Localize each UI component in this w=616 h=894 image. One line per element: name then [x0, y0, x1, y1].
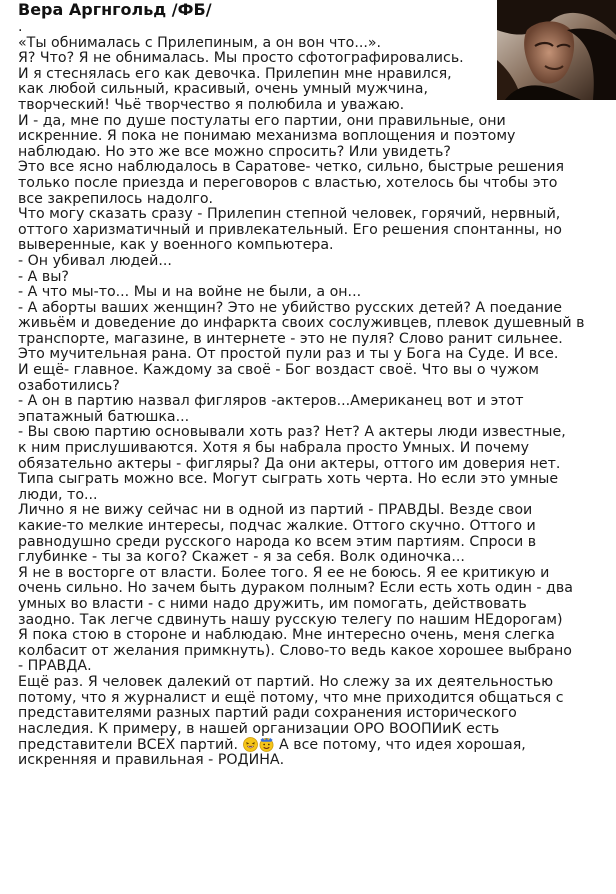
post-line: наследия. К примеру, в нашей организации ОРО ВООПИиК есть [18, 720, 500, 737]
post-line: эпатажный батюшка... [18, 408, 190, 425]
post-line: - ПРАВДА. [18, 658, 92, 675]
post-line: - А аборты ваших женщин? Это не убийство русских детей? А поедание [18, 299, 562, 316]
post-line: творческий! Чьё творчество я полюбила и уважаю. [18, 96, 405, 113]
post-line: как любой сильный, красивый, очень умный мужчина, [18, 81, 428, 98]
post-line: - А он в партию назвал фигляров -актеров...Американец вот и этот [18, 393, 524, 410]
post-line: транспорте, магазине, в интернете - это не пуля? Слово ранит сильнее. [18, 330, 563, 347]
post-line: какие-то мелкие интересы, подчас жалкие. Оттого скучно. Оттого и [18, 518, 536, 534]
post-line: «Ты обнималась с Прилепиным, а он вон что...». [18, 34, 382, 51]
post-line: Типа сыграть можно все. Могут сыграть хоть черта. Но если это умные [18, 471, 559, 488]
post-line: - Он убивал людей... [18, 252, 172, 269]
post-line: И я стеснялась его как девочка. Прилепин мне нравился, [18, 65, 452, 82]
post-line: люди, то... [18, 486, 98, 503]
post-body [18, 20, 614, 769]
sweating-smile-face-icon [259, 737, 274, 752]
post-line: . [18, 19, 23, 35]
post-line: - А вы? [18, 268, 69, 285]
post-line: колбасит от желания примкнуть). Слово-то ведь какое хорошее выбрано [18, 642, 572, 659]
post-line: представителями разных партий ради сохранения исторического [18, 705, 517, 722]
post-line: глубинке - ты за кого? Скажет - я за себя. Волк одиночка... [18, 549, 465, 566]
post-line: - А что мы-то... Мы и на войне не были, а он... [18, 284, 362, 301]
post-line: Я? Что? Я не обнималась. Мы просто сфотографировались. [18, 50, 464, 67]
post-line: оттого харизматичный и привлекательный. Его решения спонтанны, но [18, 221, 562, 238]
post-line: живьём и доведение до инфаркта своих сослуживцев, плевок душевный в [18, 315, 585, 332]
post-line: Я не в восторге от власти. Более того. Я ее не боюсь. Я ее критикую и [18, 564, 550, 581]
post-line: Я пока стою в стороне и наблюдаю. Мне интересно очень, меня слегка [18, 627, 555, 644]
post-line: только после приезда и переговоров с властью, хотелось бы чтобы это [18, 174, 558, 191]
post-line: - Вы свою партию основывали хоть раз? Нет? А актеры люди известные, [18, 424, 566, 441]
post-line: искренние. Я пока не понимаю механизма воплощения и поэтому [18, 128, 516, 145]
post-line: заодно. Так легче сдвинуть нашу русскую телегу по нашим НЕдорогам) [18, 611, 563, 628]
post-line: равнодушно среди русского народа ко всем этим партиям. Спроси в [18, 533, 537, 550]
post-line: И ещё- главное. Каждому за своё - Бог воздаст своё. Что вы о чужом [18, 362, 539, 379]
post-line: Это все ясно наблюдалось в Саратове- четко, сильно, быстрые решения [18, 159, 565, 176]
post-line: Лично я не вижу сейчас ни в одной из партий - ПРАВДЫ. Везде свои [18, 502, 533, 519]
post-line-with-emoji [18, 737, 614, 753]
post-line: умных во власти - с ними надо дружить, им помогать, действовать [18, 595, 527, 612]
post-line: выверенные, как у военного компьютера. [18, 237, 334, 254]
post-line: очень сильно. Но зачем быть дураком полным? Если есть хоть один - два [18, 580, 573, 597]
post-line: Ещё раз. Я человек далекий от партий. Но слежу за их деятельностью [18, 673, 554, 690]
post-line: озаботились? [18, 377, 120, 394]
post-author-title: Вера Аргнгольд /ФБ/ [18, 0, 212, 19]
post-line: потому, что я журналист и ещё потому, что мне приходится общаться с [18, 689, 564, 706]
post-line-last: искренняя и правильная - РОДИНА. [18, 751, 285, 768]
emoji-line-before: представители ВСЕХ партий. [18, 737, 243, 754]
post-line: Это мучительная рана. От простой пули раз и ты у Бога на Суде. И все. [18, 346, 559, 363]
post-line: обязательно актеры - фигляры? Да они актеры, оттого им доверия нет. [18, 455, 561, 472]
emoji-line-after: А все потому, что идея хорошая, [274, 737, 526, 754]
post-line: Что могу сказать сразу - Прилепин степной человек, горячий, нервный, [18, 206, 561, 223]
post-line: к ним прислушиваются. Хотя я бы набрала просто Умных. И почему [18, 440, 530, 457]
laughing-face-icon [243, 737, 258, 752]
post-line: наблюдаю. Но это же все можно спросить? Или увидеть? [18, 143, 451, 160]
post-line: И - да, мне по душе постулаты его партии, они правильные, они [18, 112, 506, 129]
post-line: все закрепилось надолго. [18, 190, 214, 207]
